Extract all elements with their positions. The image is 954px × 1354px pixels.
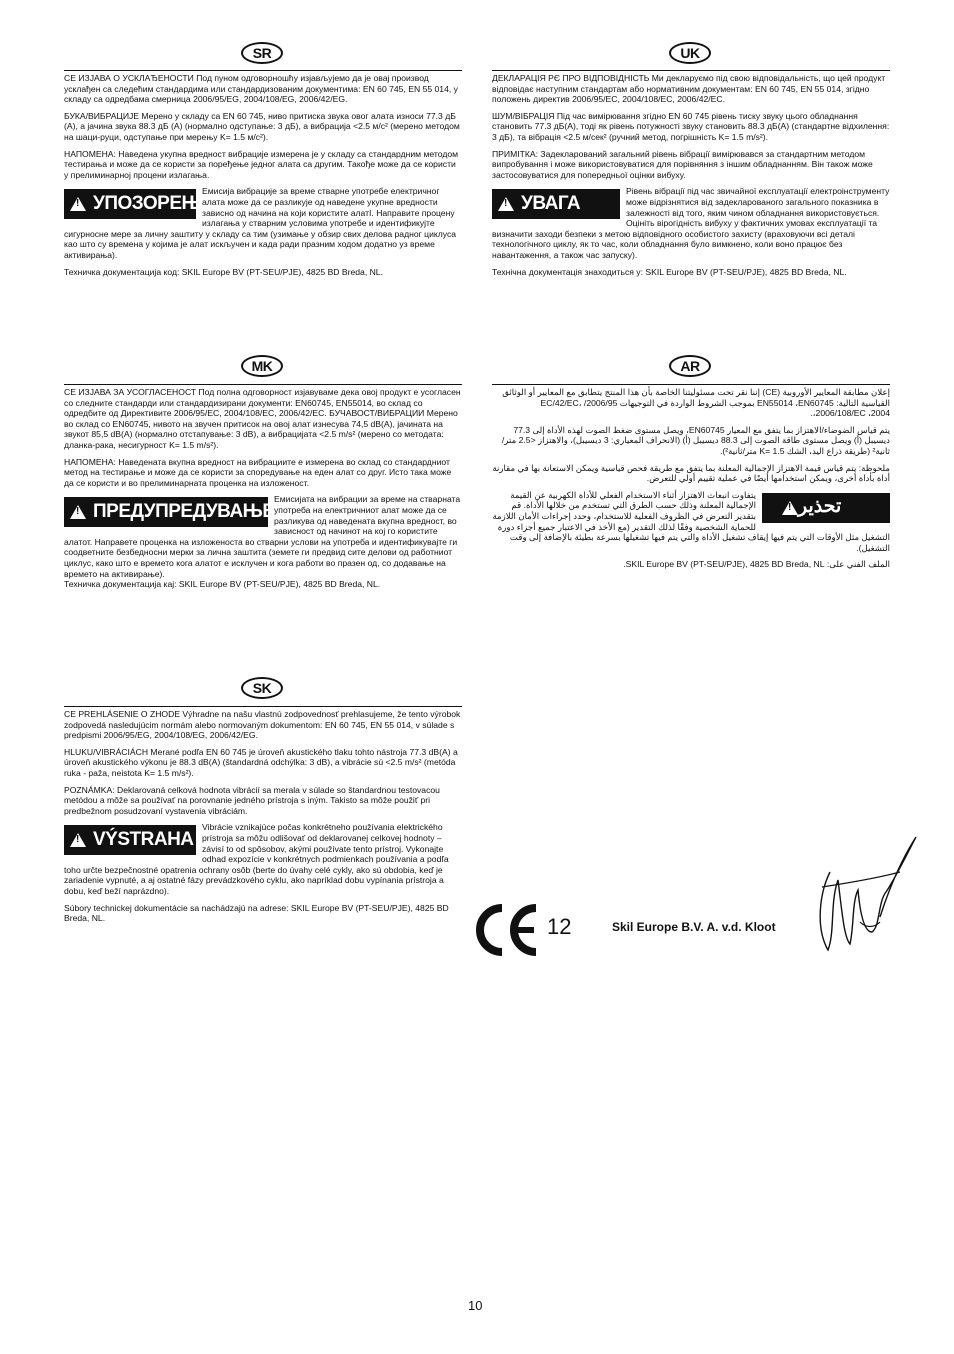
warning-triangle-icon — [70, 197, 86, 211]
sr-warning-paragraph — [64, 186, 462, 260]
uk-noise-vibration: ШУМ/ВІБРАЦІЯ Під час вимірювання згідно EN 60 745 рівень тиску звуку цього обладнання становить 77.3 дБ(A), тоді як рівень потужності звуку становить 88.3 дБ(A) (стандартне відхилення: 3 дБ), та вібрація <2.5 м/сек² (ручний метод, погрішність K= 1.5 m/s²). — [492, 110, 890, 142]
ar-noise-vibration: يتم قياس الضوضاء/الاهتزاز بما يتفق مع المعيار EN60745، ويصل مستوى ضغط الصوت لهذه الأداة إلى 77.3 ديسيبل (أ) ويصل مستوى طاقة الصوت إلى 88.3 ديسيبل (أ) (الانحراف المعياري: 3 ديسيبل)، والاهتزاز <2.5 متر/ثانية² (طريقة ذراع اليد، الشك K= 1.5 متر/ثانية²). — [501, 424, 890, 456]
mk-declaration: СЕ ИЗЈАВА ЗА УСОГЛАСЕНОСТ Под полна одговорност изјавуваме дека овој продукт е усогласен со следните стандарди или стандардизирани документи: EN60745, EN55014, во склад со одредбите од Директивите 2006/95/EC, 2004/108/EC, 2006/42/EC. БУЧАВОСТ/ВИБРАЦИИ Мерено во склад со EN60745, нивото на звучен притисок на овој алат изнесува 74,5 dB(A), јачината на звукот 85,5 dB(A) (нормално отстапување: 3 dB), а вибрацијата <2.5 m/s² (мерено со методата: дланка-рака, несигурност K= 1.5 m/s²). — [64, 387, 461, 450]
mk-warning-text: Емисијата на вибрации за време на стварната употреба на електричниот алат може да се разликува од наведената вкупна вредност, во зависност од начинот на кој го користите алатот. Направете проценка на изложеноста во стварни услови на употреба и идентификувајте ги соодветните безбедносни мерки за лична заштита (земете ги предвид сите делови од работниот циклус, како што е времето кога алатот е исклучен и кога работи во празен од, со додавање на времето на активирање). — [64, 494, 461, 579]
uk-warning-paragraph — [492, 186, 890, 260]
ar-note: ملحوظة: يتم قياس قيمة الاهتزاز الإجمالية المعلنة بما يتفق مع طريقة فحص قياسية ويمكن الاستعانة بها في مقارنة أداة بأداة أخرى، ويمكن استخدامها أيضًا في عملية تقييم أولي للتعرض. — [492, 462, 890, 484]
sk-warning-text: Vibrácie vznikajúce počas konkrétneho používania elektrického prístroja sa môžu odlišovať od deklarovanej celkovej hodnoty – závisí to od spôsobov, akými používate tento prístroj. Vykonajte odhad expozície v konkrétnych podmienkach používania a podľa toho určte bezpečnostné opatrenia ochrany osôb (berte do úvahy celé cykly, ako sú obdobia, keď je zariadenie vypnuté, a aj ostatné fázy prevádzkového cyklu, ako napríklad dobu vypínania prístroja a dobu, keď beží naprázdno). — [64, 822, 449, 896]
sk-noise-vibration: HLUKU/VIBRÁCIÁCH Merané podľa EN 60 745 je úroveň akustického tlaku tohto nástroja 77.3 dB(A) a úroveň akustického výkonu je 88.3 dB(A) (štandardná odchýlka: 3 dB), a vibrácie sú <2.5 m/s² (metóda ruka - paža, neistota K= 1.5 m/s²). — [64, 746, 458, 778]
mk-warning-label: ПРЕДУПРЕДУВАЊЕ — [93, 501, 275, 523]
section-mk — [64, 384, 462, 596]
uk-warning-badge — [492, 189, 620, 219]
sr-tech-doc: Техничка документација код: SKIL Europe BV (PT-SEU/PJE), 4825 BD Breda, NL. — [64, 266, 383, 277]
uk-declaration: ДЕКЛАРАЦІЯ РЄ ПРО ВІДПОВІДНІСТЬ Ми декларуємо під свою відповідальність, що цей продукт відповідає наступним стандартам або нормативним документам: EN 60 745, EN 55 014, згідно положень директив 2006/95/EC, 2004/108/EC, 2006/42/EC. — [492, 73, 886, 105]
mk-tech-doc: Техничка документација кај: SKIL Europe BV (PT-SEU/PJE), 4825 BD Breda, NL. — [64, 579, 381, 590]
mk-warning-paragraph — [64, 494, 462, 579]
sr-warning-text: Емисија вибрације за време стварне употребе електричног алата може да се разликује од наведене укупне вредности зависно од начина на који користите алатI. Направите процену излагања у стварним условима употребе и идентификујте сигурносне мере за личну заштиту у складу са тим (узимање у обзир свих делова радног циклуса као што су времена у којима је алат искључен и када ради празним ходом додатно уз време активирања). — [64, 186, 457, 260]
ar-warning-badge — [762, 493, 890, 523]
ar-warning-label: تحذير — [798, 496, 842, 518]
sk-warning-badge — [64, 825, 196, 855]
mk-warning-badge — [64, 497, 275, 527]
section-ar — [492, 384, 890, 576]
signature-icon — [800, 832, 920, 957]
section-sk — [64, 706, 462, 930]
ar-tech-doc: الملف الفني على: SKIL Europe BV (PT-SEU/PJE), 4825 BD Breda, NL. — [623, 559, 890, 570]
ar-warning-paragraph — [492, 490, 890, 554]
ar-declaration: إعلان مطابقة المعايير الأوروبية (CE) إننا نقر تحت مسئوليتنا الخاصة بأن هذا المنتج يتطابق مع المعايير أو الوثائق القياسية التالية: EN55014 ،EN60745 بموجب الشروط الواردة في التوجيهات 2006/95/ ،EC/42/EC ،2006/108/EC ،2004. — [502, 387, 890, 419]
warning-triangle-icon — [498, 197, 514, 211]
lang-badge-ar: AR — [669, 355, 711, 377]
ce-mark-icon — [472, 902, 542, 958]
sr-warning-label: УПОЗОРЕЊЕ — [93, 193, 214, 215]
ar-warning-text: يتفاوت انبعاث الاهتزاز أثناء الاستخدام الفعلي للأداة الكهربية عن القيمة الإجمالية المعلنة وذلك حسب الطرق التي تستخدم من خلالها الأداة. قم بتقدير التعرض في الظروف الفعلية للاستخدام، وحدد إجراءات الأمان اللازمة للحماية الشخصية وفقًا لذلك التقدير (مع الأخذ في الاعتبار جميع أجزاء دورة التشغيل مثل الأوقات التي يتم فيها إيقاف تشغيل الأداة والتي يتم فيها تشغيلها بسرعة بطيئة بالإضافة إلى وقت التشغيل). — [492, 489, 890, 553]
lang-badge-mk: MK — [241, 355, 283, 377]
lang-badge-sr: SR — [241, 42, 283, 64]
signatory-name: Skil Europe B.V. A. v.d. Kloot — [612, 920, 776, 934]
section-uk — [492, 70, 890, 283]
sk-warning-paragraph — [64, 822, 462, 896]
sk-note: POZNÁMKA: Deklarovaná celková hodnota vibrácií sa merala v súlade so štandardnou testovacou metódou a môže sa používať na porovnanie jedného prístroja s iným. Takisto sa môže použiť pri predbežnom posudzovaní vystavenia vibráciám. — [64, 784, 440, 816]
mk-note: НАПОМЕНА: Наведената вкупна вредност на вибрациите е измерена во склад со стандардниот метод на тестирање и може да се користи за споредување на еден алат со друг. Исто така може да се користи и во прелиминарната проценка на изложеност. — [64, 456, 452, 488]
sk-declaration: CE PREHLÁSENIE O ZHODE Výhradne na našu vlastnú zodpovednosť prehlasujeme, že tento výrobok zodpovedá nasledujúcim normám alebo normovaným dokumentom: EN 60 745, EN 55 014, v súlade s predpismi 2006/95/EG, 2004/108/EG, 2006/42/EG. — [64, 709, 461, 741]
lang-badge-sk: SK — [241, 677, 283, 699]
section-sr — [64, 70, 462, 283]
sk-tech-doc: Súbory technickej dokumentácie sa nachádzajú na adrese: SKIL Europe BV (PT-SEU/PJE), 4825 BD Breda, NL. — [64, 902, 449, 924]
warning-triangle-icon — [782, 501, 798, 515]
uk-warning-text: Рівень вібрації під час звичайної експлуатації електроінструменту може відрізнятися від задекларованого загального показника в залежності від того, яким чином обладнання використовується. Оцініть вірогідність вибуху у фактичних умовах експлуатації та визначити заходи безпеки з метою відповідного особистого захисту (враховуючи всі деталі технологічного циклу, як то час, коли обладнання було вимкнено, коли воно працює без навантаження, а також час запуску). — [492, 186, 890, 260]
sr-note: НАПОМЕНА: Наведена укупна вредност вибрације измерена је у складу са стандардним методом тестирања и може да се користи за поређење једног алата са другим. Такође може да се користи у прелиминарној процени излагања. — [64, 148, 459, 180]
warning-triangle-icon — [70, 833, 86, 847]
sr-warning-badge — [64, 189, 214, 219]
warning-triangle-icon — [70, 505, 86, 519]
lang-badge-uk: UK — [669, 42, 711, 64]
uk-warning-label: УВАГА — [521, 193, 581, 215]
ce-year-number: 12 — [547, 914, 572, 939]
sr-noise-vibration: БУКА/ВИБРАЦИЈЕ Мерено у складу са EN 60 745, ниво притиска звука овог алата износи 77.3 дБ (A), а јачина звука 88.3 дБ (A) (нормално одступање: 3 дБ), а вибрација <2.5 м/с² (мерено методом на шаци-руци, одступање при мерењу K= 1.5 м/с²). — [64, 110, 460, 142]
uk-note: ПРИМІТКА: Задекларований загальний рівень вібрації вимірювався за стандартним методом випробування і може використовуватися для порівняння з іншим обладнанням. Він також може застосовуватися для попередньої оцінки вибуху. — [492, 148, 873, 180]
sr-declaration: СЕ ИЗЈАВА О УСКЛАЂЕНОСТИ Под пуном одговорношћу изјављујемо да је овај производ усклађен са следећим стандардима или стандардизованим документима: EN 60 745, EN 55 014, у складу са одредбама смерница 2006/95/EG, 2004/108/EG, 2006/42/EG. — [64, 73, 458, 105]
sk-warning-label: VÝSTRAHA — [93, 829, 194, 851]
page-number: 10 — [468, 1298, 483, 1313]
uk-tech-doc: Технічна документація знаходиться у: SKIL Europe BV (PT-SEU/PJE), 4825 BD Breda, NL. — [492, 266, 847, 277]
